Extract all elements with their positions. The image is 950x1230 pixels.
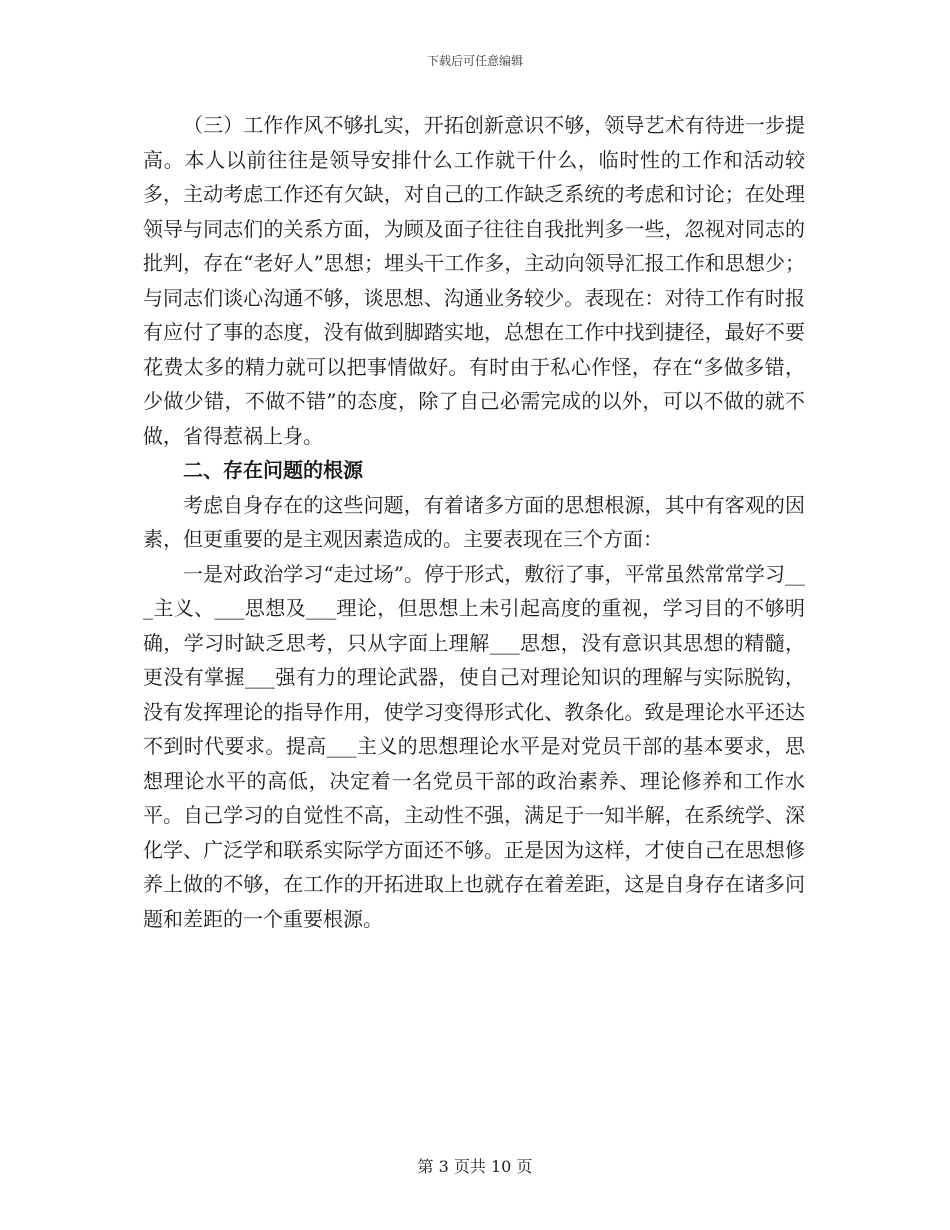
document-body — [143, 108, 805, 936]
paragraph-work-style: （三）工作作风不够扎实，开拓创新意识不够，领导艺术有待进一步提高。本人以前往往是领导安排什么工作就干什么，临时性的工作和活动较多，主动考虑工作还有欠缺，对自己的工作缺乏系统的考虑和讨论；在处理领导与同志们的关系方面，为顾及面子往往自我批判多一些，忽视对同志的批判，存在“老好人”思想；埋头干工作多，主动向领导汇报工作和思想少；与同志们谈心沟通不够，谈思想、沟通业务较少。表现在：对待工作有时报有应付了事的态度，没有做到脚踏实地，总想在工作中找到捷径，最好不要花费太多的精力就可以把事情做好。有时由于私心作怪，存在“多做多错，少做少错，不做不错”的态度，除了自己必需完成的以外，可以不做的就不做，省得惹祸上身。 — [143, 113, 805, 448]
page-number-footer: 第 3 页共 10 页 — [417, 1157, 533, 1176]
page-header: 下载后可任意编辑 — [426, 54, 523, 68]
paragraph-root-causes-intro: 考虑自身存在的这些问题，有着诸多方面的思想根源，其中有客观的因素，但更重要的是主观因素造成的。主要表现在三个方面： — [143, 492, 805, 551]
section-heading-root-causes: 二、存在问题的根源 — [183, 458, 363, 482]
paragraph-political-study: 一是对政治学习“走过场”。停于形式，敷衍了事，平常虽然常常学习___主义、___思想及___理论，但思想上未引起高度的重视，学习目的不够明确，学习时缺乏思考，只从字面上理解___思想，没有意识其思想的精髓，更没有掌握___强有力的理论武器，使自己对理论知识的理解与实际脱钩，没有发挥理论的指导作用，使学习变得形式化、教条化。致是理论水平还达不到时代要求。提高___主义的思想理论水平是对党员干部的基本要求，思想理论水平的高低，决定着一名党员干部的政治素养、理论修养和工作水平。自己学习的自觉性不高，主动性不强，满足于一知半解，在系统学、深化学、广泛学和联系实际学方面还不够。正是因为这样，才使自己在思想修养上做的不够，在工作的开拓进取上也就存在着差距，这是自身存在诸多问题和差距的一个重要根源。 — [143, 561, 805, 931]
